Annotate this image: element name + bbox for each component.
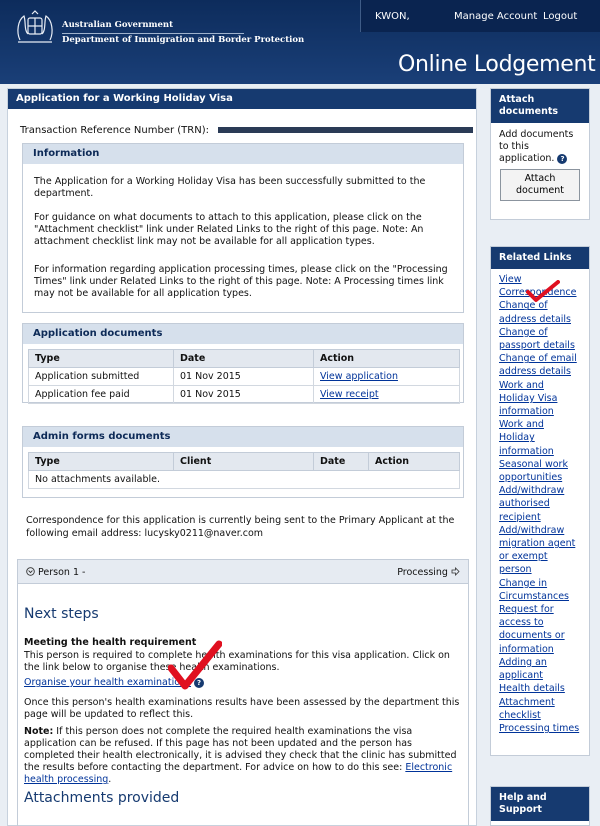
col-action: Action (314, 350, 460, 368)
checkmark-icon (168, 640, 222, 692)
view-receipt-link[interactable]: View receipt (320, 389, 379, 400)
related-link[interactable]: Adding an applicant (499, 656, 547, 682)
note-label: Note: (24, 726, 54, 737)
collapse-icon[interactable] (26, 567, 35, 576)
table-row (29, 386, 460, 404)
status-text: Processing (397, 567, 448, 578)
related-link[interactable]: View Correspondence (499, 274, 577, 299)
col-date: Date (314, 453, 369, 471)
table-row (29, 368, 460, 386)
note-text: Note: If this person does not complete the required health examinations the visa application can be refused. If this page has not been updated and the person has completed their health electronically, it is advised they check that the clinic has submitted the results before contacting the department. For advice on how to do this see: Electronic health processing. (24, 726, 457, 785)
related-link[interactable]: Add/withdraw authorised recipient (499, 485, 565, 523)
arrow-right-icon (451, 567, 460, 576)
health-heading: Meeting the health requirement (24, 637, 197, 648)
information-para-attachments: For guidance on what documents to attach to this application, please click on the "Attachment checklist" link under Related Links to the right of this page. Note: An attachment checklist link may not be available for all application types. (34, 212, 424, 247)
related-links-list (491, 269, 589, 739)
doc-type: Application fee paid (29, 386, 174, 404)
col-action: Action (369, 453, 460, 471)
information-para-submitted: The Application for a Working Holiday Visa has been successfully submitted to the department. (34, 176, 426, 199)
related-link[interactable]: Work and Holiday information (499, 419, 554, 457)
admin-forms-heading: Admin forms documents (23, 427, 463, 447)
attach-documents-heading: Attach documents (491, 89, 589, 123)
attach-documents-box (490, 88, 590, 220)
attach-document-button[interactable]: Attach document (500, 169, 580, 201)
processing-status (397, 567, 460, 578)
attach-text: Add documents to this application. (499, 129, 574, 164)
related-link[interactable]: Add/withdraw migration agent or exempt person (499, 524, 576, 576)
person-label[interactable] (26, 567, 85, 578)
attach-documents-body (491, 123, 589, 207)
doc-date: 01 Nov 2015 (174, 368, 314, 386)
checkmark-icon (526, 280, 560, 304)
note-body: If this person does not complete the required health examinations the visa application can be refused. If this page has not been updated and the person has completed their health electronically, it is advised they check that the clinic has submitted the results before contacting the department. For advice on how to do this see: (24, 726, 457, 773)
application-documents-box (22, 323, 464, 403)
related-link[interactable]: Seasonal work opportunities (499, 458, 568, 484)
attachments-provided-heading: Attachments provided (24, 790, 180, 806)
admin-forms-table (28, 452, 460, 489)
gov-line-2: Department of Immigration and Border Protection (62, 35, 305, 45)
site-header (0, 0, 600, 84)
view-application-link[interactable]: View application (320, 371, 398, 382)
related-link[interactable]: Change of address details (499, 300, 571, 325)
col-date: Date (174, 350, 314, 368)
col-type: Type (29, 453, 174, 471)
application-documents-table (28, 349, 460, 404)
organise-health-link[interactable]: Organise your health examinations (24, 677, 192, 688)
related-link[interactable]: Change of passport details (499, 326, 575, 352)
related-links-box (490, 246, 590, 756)
table-row (29, 471, 460, 489)
application-documents-heading: Application documents (23, 324, 463, 344)
electronic-health-link[interactable]: Electronic health processing (24, 762, 453, 785)
related-link[interactable]: Change in Circumstances (499, 577, 570, 602)
manage-account-link[interactable]: Manage Account (454, 11, 538, 22)
information-box (22, 143, 464, 313)
user-name: KWON, (375, 11, 410, 22)
help-support-box (490, 786, 590, 826)
related-links-heading: Related Links (491, 247, 589, 269)
person-header[interactable] (18, 560, 468, 584)
help-icon[interactable]: ? (194, 678, 204, 688)
trn-redaction (218, 127, 473, 133)
empty-message: No attachments available. (29, 471, 460, 489)
gov-divider (62, 33, 244, 34)
admin-forms-box (22, 426, 464, 498)
col-client: Client (174, 453, 314, 471)
trn-label: Transaction Reference Number (TRN): (20, 125, 209, 136)
logout-link[interactable]: Logout (543, 11, 578, 22)
main-panel (7, 88, 477, 826)
col-type: Type (29, 350, 174, 368)
next-steps-heading: Next steps (24, 606, 99, 622)
help-support-heading[interactable]: Help and Support (491, 787, 589, 821)
help-icon[interactable]: ? (557, 154, 567, 164)
related-link[interactable]: Change of email address details (499, 353, 577, 378)
information-heading: Information (23, 144, 463, 164)
doc-type: Application submitted (29, 368, 174, 386)
doc-date: 01 Nov 2015 (174, 386, 314, 404)
related-link[interactable]: Request for access to documents or information (499, 604, 565, 655)
related-link[interactable]: Work and Holiday Visa information (499, 379, 558, 418)
related-link[interactable]: Attachment checklist (499, 696, 555, 721)
related-link[interactable]: Health details (499, 683, 565, 695)
health-text: This person is required to complete health examinations for this visa application. Click on the link below to organise these health examinations. (24, 650, 450, 673)
once-text: Once this person's health examinations results have been assessed by the department this page will be updated to reflect this. (24, 697, 460, 720)
information-para-processing: For information regarding application processing times, please click on the "Processing Times" link under Related Links to the right of this page. Note: A Processing times link may not be available for all application types. (34, 264, 448, 299)
portal-title: Online Lodgement (398, 52, 596, 77)
related-link[interactable]: Processing times (499, 722, 580, 734)
person-panel (17, 559, 469, 826)
coat-of-arms-icon (12, 10, 58, 46)
gov-line-1: Australian Government (62, 20, 174, 30)
person-name: Person 1 - (38, 567, 86, 578)
application-title: Application for a Working Holiday Visa (8, 89, 476, 109)
user-bar (360, 0, 600, 32)
correspondence-text: Correspondence for this application is currently being sent to the Primary Applicant at the following email address: lucysky0211@naver.com (26, 515, 455, 539)
